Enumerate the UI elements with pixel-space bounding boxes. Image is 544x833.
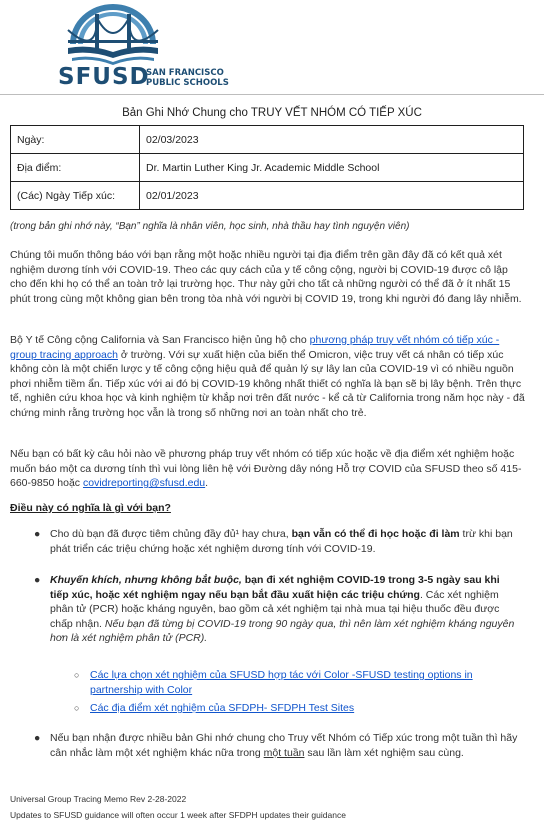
list-item: [74, 701, 520, 716]
logo-wordmark: SFUSD: [58, 64, 150, 90]
sfusd-color-testing-link[interactable]: Các lựa chọn xét nghiệm của SFUSD hợp tác với Color -SFUSD testing options in partnership with Color: [90, 669, 473, 696]
table-row: [11, 126, 524, 154]
list-item: [34, 731, 520, 760]
info-table: [10, 125, 524, 210]
circle-bullet-icon: ○: [74, 703, 80, 713]
header-divider: [0, 94, 544, 95]
email-link[interactable]: covidreporting@sfusd.edu: [82, 477, 206, 490]
table-row: [11, 154, 524, 182]
list-item: [34, 527, 520, 556]
definition-note: (trong bản ghi nhớ này, “Bạn” nghĩa là nhân viên, học sinh, nhà thầu hay tình nguyện viên): [10, 221, 410, 232]
list-item: [34, 573, 520, 646]
paragraph-text: Bộ Y tế Công cộng California và San Francisco hiện ủng hộ cho: [10, 334, 310, 346]
bullet-icon: ●: [34, 732, 41, 744]
logo-subtitle-line1: SAN FRANCISCO: [146, 68, 224, 78]
bullet-text: trừ khi bạn phát triển các triệu chứng hoặc xét nghiệm dương tính với COVID-19.: [50, 528, 513, 555]
exposure-date-label: (Các) Ngày Tiếp xúc:: [11, 182, 140, 210]
location-value: Dr. Martin Luther King Jr. Academic Middle School: [140, 154, 524, 182]
exposure-date-value: 02/01/2023: [140, 182, 524, 210]
sfusd-logo: [58, 4, 248, 88]
paragraph-group-tracing: [10, 333, 526, 421]
date-label: Ngày:: [11, 126, 140, 154]
memo-title: Bản Ghi Nhớ Chung cho TRUY VẾT NHÓM CÓ TIẾP XÚC: [122, 107, 422, 119]
bullet-text: sau lần làm xét nghiệm sau cùng.: [304, 746, 464, 759]
section-heading: Điều này có nghĩa là gì với bạn?: [10, 502, 171, 514]
bullet-text: Cho dù bạn đã được tiêm chủng đầy đủ¹ hay chưa,: [50, 528, 292, 540]
footer-update-note: Updates to SFUSD guidance will often occur 1 week after SFDPH updates their guidance: [10, 810, 346, 820]
bullet-icon: ●: [34, 574, 41, 586]
bullet-italic: Nếu bạn đã từng bị COVID-19 trong 90 ngày qua, thì nên làm xét nghiệm kháng nguyên hơn là xét nghiệm phân tử (PCR).: [50, 617, 515, 645]
paragraph-text: ở trường. Với sự xuất hiện của biến thể Omicron, việc truy vết cá nhân có tiếp xúc không còn là một chiến lược y tế công cộng hiệu quả để quản lý sự lây lan của COVID-19 vì có nhiều nguồn phơi nhiễm tiềm ẩn. Tiếp xúc với ai đó bị COVID-19 không nhất thiết có nghĩa là bạn sẽ bị lây bệnh. Trên thực tế, nghiên cứu khoa học và kinh nghiệm từ khắp nơi trên đất nước - kể cả từ California trong năm học này - đã chứng minh rằng trường học vẫn là trong số những nơi an toàn nhất cho trẻ.: [10, 348, 525, 419]
table-row: [11, 182, 524, 210]
bullet-underline: một tuần: [263, 746, 305, 759]
paragraph-text: Nếu bạn có bất kỳ câu hỏi nào về phương pháp truy vết nhóm có tiếp xúc hoặc về địa điểm xét nghiệm hoặc muốn báo một ca dương tính thì vui lòng liên hệ với Đường dây nóng Hỗ trợ COVID của SFUSD theo số 415-660-9850 hoặc: [10, 448, 522, 490]
paragraph-notice: Chúng tôi muốn thông báo với bạn rằng một hoặc nhiều người tại địa điểm trên gần đây đã có kết quả xét nghiệm dương tính với COVID-19. Theo các quy cách của y tế công cộng, người bị COVID-19 được cô lập cho đến khi họ có thể an toàn trở lại trường học. Thư này gửi cho tất cả những người có thể đã ở ít nhất 15 phút trong cùng một không gian bên trong tòa nhà với người bị COVID 19, trong khi người đó đang lây nhiễm.: [10, 249, 522, 305]
location-label: Địa điểm:: [11, 154, 140, 182]
bullet-italic-bold: Khuyến khích, nhưng không bắt buộc,: [50, 574, 242, 586]
bullet-text: Nếu bạn nhận được nhiều bản Ghi nhớ chung cho Truy vết Nhóm có Tiếp xúc trong một tuần thì hãy cân nhắc làm một xét nghiệm khác nữa trong: [50, 732, 518, 759]
paragraph-text: .: [205, 477, 209, 490]
bullet-bold: bạn vẫn có thể đi học hoặc đi làm: [291, 528, 460, 540]
bullet-text: . Các xét nghiệm phân tử (PCR) hoặc kháng nguyên, bao gồm cả xét nghiệm tại nhà mua tại hiệu thuốc đều được chấp nhận.: [50, 588, 500, 630]
logo-subtitle: [146, 68, 246, 88]
bullet-icon: ●: [34, 528, 41, 540]
list-item: [74, 668, 520, 697]
bullet-bold: bạn đi xét nghiệm COVID-19 trong 3-5 ngày sau khi tiếp xúc, hoặc xét nghiệm ngay nếu bạn bắt đầu xuất hiện các triệu chứng: [50, 574, 500, 601]
paragraph-contact: [10, 447, 526, 491]
group-tracing-link[interactable]: phương pháp truy vết nhóm có tiếp xúc - group tracing approach: [10, 334, 500, 361]
circle-bullet-icon: ○: [74, 670, 80, 680]
golden-gate-bridge-book-icon: [58, 4, 168, 66]
footer-revision: Universal Group Tracing Memo Rev 2-28-2022: [10, 794, 187, 804]
sfdph-test-sites-link[interactable]: Các địa điểm xét nghiệm của SFDPH- SFDPH Test Sites: [90, 702, 355, 714]
logo-subtitle-line2: PUBLIC SCHOOLS: [146, 78, 229, 88]
date-value: 02/03/2023: [140, 126, 524, 154]
